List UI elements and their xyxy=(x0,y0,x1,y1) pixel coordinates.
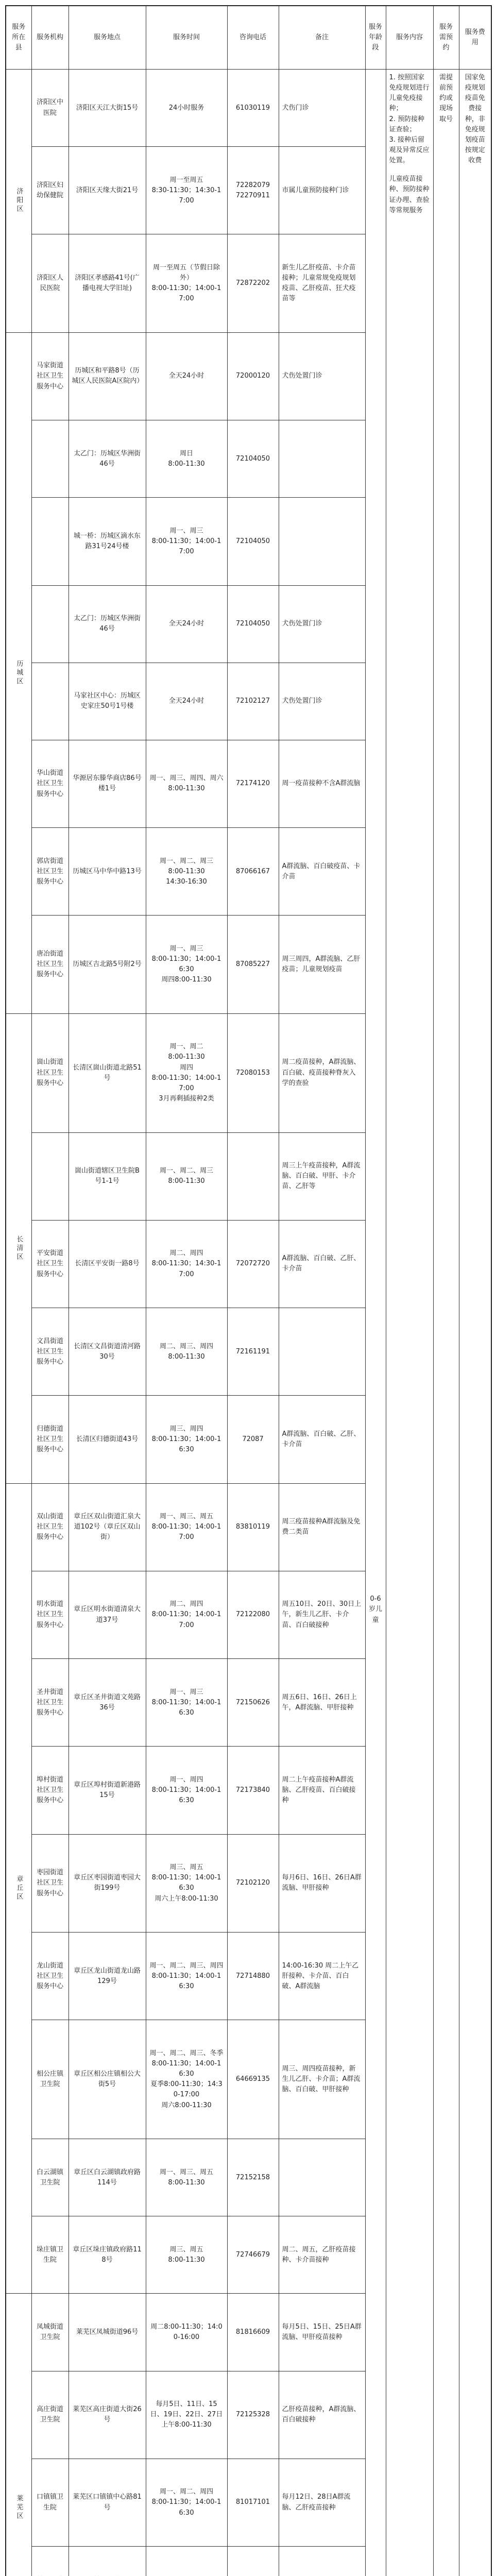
org-cell xyxy=(31,663,69,740)
org-cell: 崮山街道社区卫生服务中心 xyxy=(31,1013,69,1132)
org-cell: 相公庄镇卫生院 xyxy=(31,2020,69,2139)
org-cell: 唐冶街道社区卫生服务中心 xyxy=(31,916,69,1013)
note-cell xyxy=(279,2139,365,2216)
phone-cell: 72104050 xyxy=(227,420,279,498)
note-cell: 周三疫苗接种A群流脑及免费二类苗 xyxy=(279,1483,365,1571)
time-cell: 全天24小时 xyxy=(146,332,227,420)
phone-cell: 72152158 xyxy=(227,2139,279,2216)
org-cell: 明水街道社区卫生服务中心 xyxy=(31,1571,69,1658)
phone-cell: 72102127 xyxy=(227,663,279,740)
header-note: 备注 xyxy=(279,6,365,70)
phone-cell: 72072720 xyxy=(227,1220,279,1308)
address-cell: 章丘区相公庄镇相公大街5号 xyxy=(69,2020,146,2139)
note-cell: 市属儿童预防接种门诊 xyxy=(279,147,365,234)
phone-cell: 81017101 xyxy=(227,2459,279,2546)
address-cell: 历城区马中华中路13号 xyxy=(69,828,146,916)
county-cell: 莱芜区 xyxy=(6,2294,31,2576)
org-cell: 高庄街道卫生院 xyxy=(31,2371,69,2459)
county-cell: 济阳区 xyxy=(6,70,31,333)
phone-cell: 72746679 xyxy=(227,2216,279,2294)
appointment-cell: 需提前预约或现场取号 xyxy=(433,70,459,2576)
org-cell xyxy=(31,1132,69,1220)
address-cell: 太乙门：历城区华洲街46号 xyxy=(69,420,146,498)
note-cell: 每月5日、15日、25日A群流脑、甲肝疫苗接种 xyxy=(279,2294,365,2371)
address-cell: 长清区归德街道43号 xyxy=(69,1396,146,1483)
org-cell: 枣园街道社区卫生服务中心 xyxy=(31,1834,69,1932)
phone-cell: 61030119 xyxy=(227,70,279,147)
note-cell: 乙肝疫苗接种，A群流脑、百白破接种 xyxy=(279,2371,365,2459)
fee-cell: 国家免疫规划疫苗免费接种，非免疫规划疫苗按规定收费 xyxy=(459,70,491,2576)
time-cell: 周一至周五（节假日除外） 8:00-11:30；14:00-17:00 xyxy=(146,234,227,332)
service-content-cell xyxy=(386,70,433,2576)
phone-cell: 72104050 xyxy=(227,498,279,585)
org-cell: 马家街道社区卫生服务中心 xyxy=(31,332,69,420)
org-cell: 济阳区人民医院 xyxy=(31,234,69,332)
note-cell xyxy=(279,2547,365,2576)
note-cell: 14:00-16:30 周二上午乙肝接种、卡介苗、百白破、A群流脑 xyxy=(279,1933,365,2020)
org-cell: 平安街道社区卫生服务中心 xyxy=(31,1220,69,1308)
org-cell: 济阳区妇幼保健院 xyxy=(31,147,69,234)
time-cell: 周一、周二、周三、冬季 8:00-11:30；14:00-16:30 夏季8:00-11:30；14:30-17:00 周六8:00-11:30 xyxy=(146,2020,227,2139)
time-cell: 每月5日、11日、15日、19日、22日、27日上午8:00-11:30 xyxy=(146,2371,227,2459)
county-cell: 历城区 xyxy=(6,332,31,1013)
note-cell xyxy=(279,1308,365,1396)
note-cell: 每月12日、28日A群流脑、乙肝疫苗接种 xyxy=(279,2459,365,2546)
phone-cell: 72173840 xyxy=(227,1747,279,1834)
note-cell xyxy=(279,498,365,585)
org-cell: 埠村街道社区卫生服务中心 xyxy=(31,1747,69,1834)
org-cell: 口镇镇卫生院 xyxy=(31,2459,69,2546)
time-cell: 周一、周二、周三 8:00-11:30 14:30-16:30 xyxy=(146,828,227,916)
header-phone: 咨询电话 xyxy=(227,6,279,70)
note-cell xyxy=(279,420,365,498)
note-cell: 周二上午疫苗接种A群流脑、乙肝疫苗、百白破接种 xyxy=(279,1747,365,1834)
phone-cell: 72102120 xyxy=(227,1834,279,1932)
time-cell: 周二、周四 8:00-11:30；14:00-17:00 xyxy=(146,1571,227,1658)
header-county: 服务所在县 xyxy=(6,6,31,70)
org-cell: 圣井街道社区卫生服务中心 xyxy=(31,1659,69,1747)
org-cell: 文昌街道社区卫生服务中心 xyxy=(31,1308,69,1396)
note-cell: 周一疫苗接种不含A群流脑 xyxy=(279,740,365,827)
note-cell: 新生儿乙肝疫苗、卡介苗接种；儿童常规免疫规划疫苗、乙肝疫苗、狂犬疫苗等 xyxy=(279,234,365,332)
time-cell: 周一、周四 8:00-11:30；14:00-16:30 xyxy=(146,1747,227,1834)
phone-cell: 72125328 xyxy=(227,2371,279,2459)
phone-cell: 72104050 xyxy=(227,585,279,663)
county-cell: 长清区 xyxy=(6,1013,31,1483)
org-cell: 华山街道社区卫生服务中心 xyxy=(31,740,69,827)
phone-cell: 87066167 xyxy=(227,828,279,916)
address-cell: 莱芜区高庄街道大街26号 xyxy=(69,2371,146,2459)
time-cell: 全天24小时 xyxy=(146,663,227,740)
address-cell: 莱芜区口镇镇中心路81号 xyxy=(69,2459,146,2546)
org-cell xyxy=(31,420,69,498)
table-row xyxy=(6,70,491,147)
note-cell: 犬伤处置门诊 xyxy=(279,585,365,663)
address-cell: 章丘区埠村街道新港路15号 xyxy=(69,1747,146,1834)
time-cell: 周一、周三 8:00-11:30；14:00-17:00 xyxy=(146,498,227,585)
phone-cell: 81816609 xyxy=(227,2294,279,2371)
note-cell: 犬伤处置门诊 xyxy=(279,663,365,740)
header-row xyxy=(6,6,491,70)
time-cell: 周一至周五 8:30-11:30；14:30-17:00 xyxy=(146,147,227,234)
phone-cell: 72282079 72270911 xyxy=(227,147,279,234)
phone-cell: 72174120 xyxy=(227,740,279,827)
time-cell: 周二、周三、周四 8:00-11:30 xyxy=(146,1308,227,1396)
time-cell: 周二、周四 8:00-11:30；14:30-17:00 xyxy=(146,1220,227,1308)
note-cell: 周三周四，A群流脑、乙肝疫苗；儿童规划疫苗 xyxy=(279,916,365,1013)
address-cell: 历城区吉北路5号附2号 xyxy=(69,916,146,1013)
note-cell: 犬伤门诊 xyxy=(279,70,365,147)
org-cell: 郭店街道社区卫生服务中心 xyxy=(31,828,69,916)
org-cell xyxy=(31,2547,69,2576)
phone-cell: 72161191 xyxy=(227,1308,279,1396)
time-cell: 周三、周五 8:00-11:30 xyxy=(146,2216,227,2294)
address-cell: 华源居东滕华商店86号楼1号 xyxy=(69,740,146,827)
time-cell: 周一、周三、周五 8:00-11:30；14:00-17:00 xyxy=(146,1483,227,1571)
address-cell: 章丘区双山街道汇泉大道102号（章丘区双山街） xyxy=(69,1483,146,1571)
page xyxy=(5,5,491,2576)
address-cell: 章丘区圣井街道文苑路36号 xyxy=(69,1659,146,1747)
address-cell: 马家社区中心：历城区史家庄50号1号楼 xyxy=(69,663,146,740)
org-cell: 双山街道社区卫生服务中心 xyxy=(31,1483,69,1571)
time-cell: 周日 8:00-11:30 xyxy=(146,420,227,498)
header-time: 服务时间 xyxy=(146,6,227,70)
address-cell: 章丘区白云湖镇政府路114号 xyxy=(69,2139,146,2216)
org-cell: 济阳区中医院 xyxy=(31,70,69,147)
note-cell: A群流脑、百白破、乙肝、卡介苗 xyxy=(279,1220,365,1308)
time-cell: 周一、周三、周四、周六 8:00-11:30 xyxy=(146,740,227,827)
org-cell: 凤城街道卫生院 xyxy=(31,2294,69,2371)
address-cell: 长清区文昌街道清河路30号 xyxy=(69,1308,146,1396)
note-cell: A群流脑、百白破疫苗、卡介苗 xyxy=(279,828,365,916)
org-cell: 垛庄镇卫生院 xyxy=(31,2216,69,2294)
address-cell: 章丘区垛庄镇政府路118号 xyxy=(69,2216,146,2294)
address-cell: 济阳区孝感路41号(广播电视大学旧址) xyxy=(69,234,146,332)
address-cell: 历城区和平路8号（历城区人民医院A区院内） xyxy=(69,332,146,420)
time-cell: 24小时服务 xyxy=(146,70,227,147)
org-cell xyxy=(31,498,69,585)
address-cell: 太乙门：历城区华洲街46号 xyxy=(69,585,146,663)
age-range-cell: 0-6岁儿童 xyxy=(365,70,386,2576)
header-org: 服务机构 xyxy=(31,6,69,70)
org-cell: 龙山街道社区卫生服务中心 xyxy=(31,1933,69,2020)
header-appointment: 服务需预约 xyxy=(433,6,459,70)
address-cell: 莱芜区凤城街道96号 xyxy=(69,2294,146,2371)
address-cell: 城一桥：历城区滴水东路31号24号楼 xyxy=(69,498,146,585)
time-cell: 周一、周二、周三、周四 8:00-11:30；14:00-16:30 xyxy=(146,1933,227,2020)
address-cell: 济阳区天江大街15号 xyxy=(69,70,146,147)
note-cell: 周五10日、20日、30日上午，新生儿乙肝、卡介苗、百白破接种 xyxy=(279,1571,365,1658)
phone-cell: 83810119 xyxy=(227,1483,279,1571)
service-content-b: 儿童疫苗接种、预防接种证办理、查验等常规服务 xyxy=(389,175,430,214)
note-cell: 周三、周四疫苗接种，新生儿乙肝、卡介苗；A群流脑、百白破、甲肝接种 xyxy=(279,2020,365,2139)
time-cell: 周一、周三 8:00-11:30；14:00-16:30 xyxy=(146,1659,227,1747)
phone-cell: 72872202 xyxy=(227,234,279,332)
address-cell: 长清区崮山街道北路51号 xyxy=(69,1013,146,1132)
vaccination-service-table xyxy=(5,5,492,2576)
address-cell: 章丘区龙山街道龙山路129号 xyxy=(69,1933,146,2020)
header-content: 服务内容 xyxy=(386,6,433,70)
time-cell: 周三、周五 8:00-11:30；14:00-16:30 周六上午8:00-11:30 xyxy=(146,1834,227,1932)
address-cell: 长清区平安街一路8号 xyxy=(69,1220,146,1308)
time-cell: 周一、周二、周四 8:00-11:30；14:00-16:30 xyxy=(146,2459,227,2546)
address-cell: 崮山街道辖区卫生院B号1-1号 xyxy=(69,1132,146,1220)
phone-cell: 72080153 xyxy=(227,1013,279,1132)
phone-cell: 72150626 xyxy=(227,1659,279,1747)
phone-cell: 64669135 xyxy=(227,2020,279,2139)
header-age: 服务年龄段 xyxy=(365,6,386,70)
address-cell: 济阳区天缘大街21号 xyxy=(69,147,146,234)
service-content-a: 1. 按照国家免疫规划进行儿童免疫接种； 2. 预防接种证查验； 3. 接种后留观及异常反应处置。 xyxy=(389,74,430,165)
time-cell: 全天24小时 xyxy=(146,585,227,663)
phone-cell xyxy=(227,2547,279,2576)
time-cell xyxy=(146,2547,227,2576)
phone-cell: 72714880 xyxy=(227,1933,279,2020)
time-cell: 周一、周二 8:00-11:30 周四 8:00-11:30；14:00-17:00 3月再剩插接种2类 xyxy=(146,1013,227,1132)
note-cell: 犬伤处置门诊 xyxy=(279,332,365,420)
phone-cell: 87085227 xyxy=(227,916,279,1013)
time-cell: 周一、周二、周三 8:00-11:30 xyxy=(146,1132,227,1220)
phone-cell: 72000120 xyxy=(227,332,279,420)
header-fee: 服务费用 xyxy=(459,6,491,70)
phone-cell: 72122080 xyxy=(227,1571,279,1658)
note-cell: 周二疫苗接种，A群流脑、百白破、疫苗接种脊灰入学的查验 xyxy=(279,1013,365,1132)
address-cell: 章丘区明水街道清泉大道37号 xyxy=(69,1571,146,1658)
time-cell: 周一、周三、周五 8:00-11:30 xyxy=(146,2139,227,2216)
address-cell xyxy=(69,2547,146,2576)
org-cell xyxy=(31,585,69,663)
note-cell: 周三上午疫苗接种，A群流脑、百白破、甲肝、卡介苗、乙肝等 xyxy=(279,1132,365,1220)
phone-cell xyxy=(227,1132,279,1220)
time-cell: 周二8:00-11:30；14:00-16:00 xyxy=(146,2294,227,2371)
time-cell: 周三、周四 8:00-11:30；14:00-16:30 xyxy=(146,1396,227,1483)
phone-cell: 72087 xyxy=(227,1396,279,1483)
note-cell: A群流脑、百白破、乙肝、卡介苗 xyxy=(279,1396,365,1483)
time-cell: 周一、周三 8:00-11:30；14:00-16:30 周四8:00-11:30 xyxy=(146,916,227,1013)
note-cell: 周二、周五，乙肝疫苗接种、卡介苗接种 xyxy=(279,2216,365,2294)
org-cell: 归德街道社区卫生服务中心 xyxy=(31,1396,69,1483)
address-cell: 章丘区枣园街道枣园大街199号 xyxy=(69,1834,146,1932)
header-address: 服务地点 xyxy=(69,6,146,70)
county-cell: 章丘区 xyxy=(6,1483,31,2294)
note-cell: 每月6日、16日、26日A群流脑、甲肝接种 xyxy=(279,1834,365,1932)
note-cell: 周五6日、16日、26日上午，A群流脑、甲肝接种 xyxy=(279,1659,365,1747)
org-cell: 白云湖镇卫生院 xyxy=(31,2139,69,2216)
